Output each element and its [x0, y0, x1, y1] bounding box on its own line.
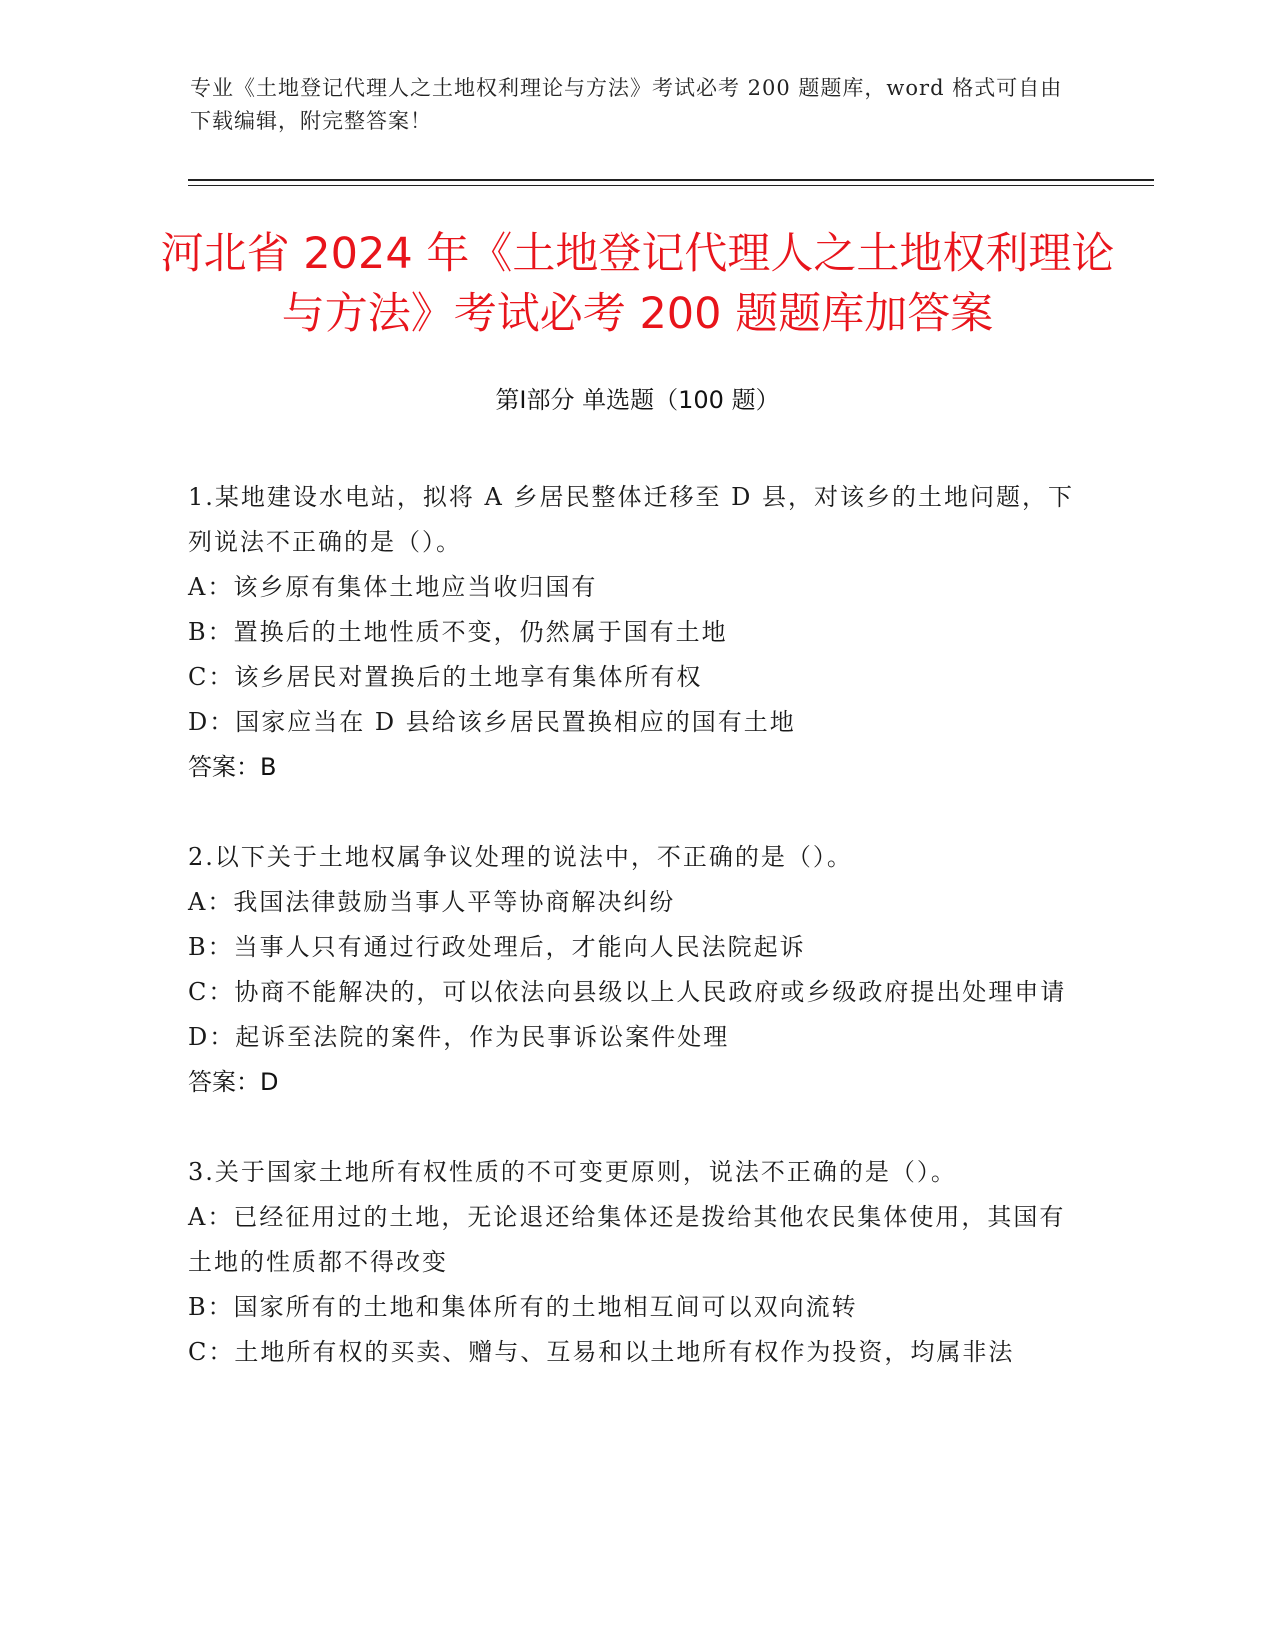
header-note: 专业《土地登记代理人之土地权利理论与方法》考试必考 200 题题库，word 格式可自由下载编辑，附完整答案！ — [190, 76, 1063, 133]
option-a: A：该乡原有集体土地应当收归国有 — [188, 573, 598, 601]
option-a: A：我国法律鼓励当事人平等协商解决纠纷 — [188, 888, 676, 916]
answer-line: 答案：B — [188, 753, 277, 781]
option-b: B：国家所有的土地和集体所有的土地相互间可以双向流转 — [188, 1293, 858, 1321]
option-c: C：该乡居民对置换后的土地享有集体所有权 — [188, 663, 703, 691]
question-stem: 1.某地建设水电站，拟将 A 乡居民整体迁移至 D 县，对该乡的土地问题，下列说法不正确的是（）。 — [188, 483, 1074, 556]
section-heading: 第Ⅰ部分 单选题（100 题） — [495, 386, 780, 414]
question-stem: 3.关于国家土地所有权性质的不可变更原则，说法不正确的是（）。 — [188, 1158, 957, 1186]
document-title: 河北省 2024 年《土地登记代理人之土地权利理论与方法》考试必考 200 题题库加答案 — [160, 229, 1115, 339]
option-c: C：土地所有权的买卖、赠与、互易和以土地所有权作为投资，均属非法 — [188, 1338, 1015, 1366]
header-rule-thick — [188, 179, 1154, 181]
question-3 — [188, 1150, 1088, 1375]
question-1 — [188, 475, 1088, 790]
option-c: C：协商不能解决的，可以依法向县级以上人民政府或乡级政府提出处理申请 — [188, 978, 1067, 1006]
header-rule-thin — [188, 185, 1154, 186]
option-d: D：起诉至法院的案件，作为民事诉讼案件处理 — [188, 1023, 730, 1051]
question-2 — [188, 835, 1088, 1105]
answer-line: 答案：D — [188, 1068, 279, 1096]
question-list — [188, 475, 1088, 1420]
option-d: D：国家应当在 D 县给该乡居民置换相应的国有土地 — [188, 708, 796, 736]
option-b: B：置换后的土地性质不变，仍然属于国有土地 — [188, 618, 728, 646]
option-a: A：已经征用过的土地，无论退还给集体还是拨给其他农民集体使用，其国有土地的性质都不得改变 — [188, 1203, 1066, 1276]
question-stem: 2.以下关于土地权属争议处理的说法中，不正确的是（）。 — [188, 843, 853, 871]
option-b: B：当事人只有通过行政处理后，才能向人民法院起诉 — [188, 933, 806, 961]
